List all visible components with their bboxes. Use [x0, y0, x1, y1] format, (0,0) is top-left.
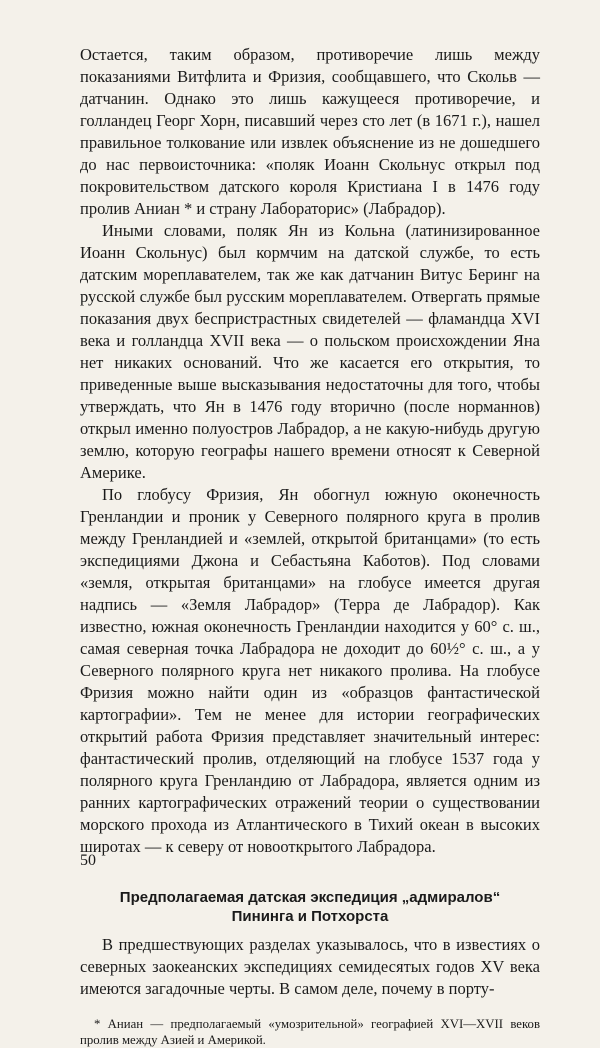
paragraph-2: Иными словами, поляк Ян из Кольна (латинизированное Иоанн Скольнус) был кормчим на датской службе, то есть датским мореплавателем, так же как датчанин Витус Беринг на русской службе был русским мореплавателем. Отвергать прямые показания двух беспристрастных свидетелей — фламандца XVI века и голландца XVII века — о польском происхождении Яна нет никаких оснований. Что же касается его открытия, то приведенные выше высказывания недостаточны для того, чтобы утверждать, что Ян в 1476 году вторично (после норманнов) открыл именно полуостров Лабрадор, а не какую-нибудь другую землю, которую географы нашего времени относят к Северной Америке. — [80, 221, 540, 482]
section-heading — [80, 888, 540, 926]
section-heading-line-2: Пининга и Потхорста — [231, 908, 389, 925]
section-heading-line-1: Предполагаемая датская экспедиция „адмиралов“ — [119, 889, 501, 906]
paragraph-after-heading: В предшествующих разделах указывалось, что в известиях о северных заокеанских экспедициях семидесятых годов XV века имеются загадочные черты. В самом деле, почему в порту- — [80, 935, 540, 998]
footnote: * Аниан — предполагаемый «умозрительной» географией XVI—XVII веков пролив между Азией и Америкой. — [80, 1017, 540, 1047]
paragraph-3: По глобусу Фризия, Ян обогнул южную оконечность Гренландии и проник у Северного полярного круга в пролив между Гренландией и «землей, открытой британцами» (то есть экспедициями Джона и Себастьяна Каботов). Под словами «земля, открытая британцами» на глобусе имеется другая надпись — «Земля Лабрадор» (Терра де Лабрадор). Как известно, южная оконечность Гренландии находится у 60° с. ш., самая северная точка Лабрадора не доходит до 60½° с. ш., а у Северного полярного круга нет никакого пролива. На глобусе Фризия можно найти один из «образцов фантастической картографии». Тем не менее для истории географических открытий работа Фризия представляет значительный интерес: фантастический пролив, отделяющий на глобусе 1537 года у полярного круга Гренландию от Лабрадора, является одним из ранних картографических отражений теории о существовании морского прохода из Атлантического в Тихий океан в высоких широтах — к северу от новооткрытого Лабрадора. — [80, 485, 540, 856]
paragraph-1: Остается, таким образом, противоречие лишь между показаниями Витфлита и Фризия, сообщавшего, что Скольв — датчанин. Однако это лишь кажущееся противоречие, и голландец Георг Хорн, писавший через сто лет (в 1671 г.), нашел правильное толкование или извлек объяснение из не дошедшего до нас первоисточника: «поляк Иоанн Скольнус открыл под покровительством датского короля Кристиана I в 1476 году пролив Аниан * и страну Лабораторис» (Лабрадор). — [80, 45, 540, 218]
page-number: 50 — [80, 852, 96, 869]
